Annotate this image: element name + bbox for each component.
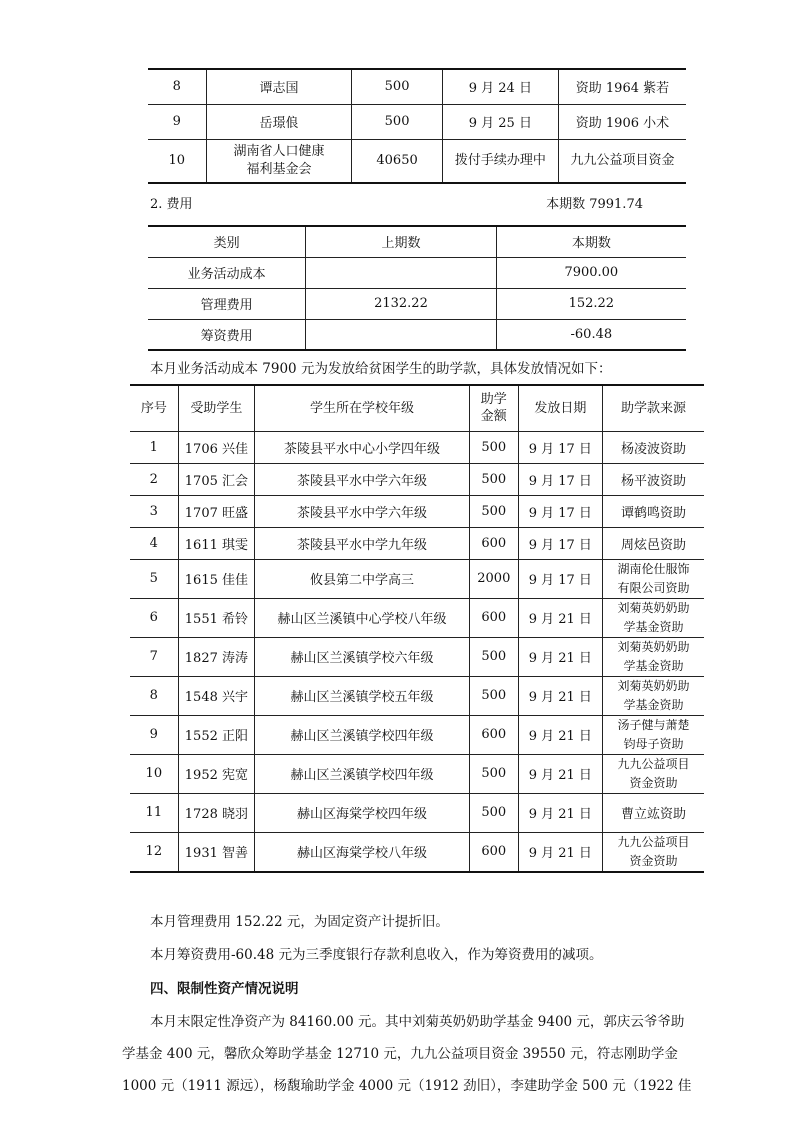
donation-date: 9 月 25 日 <box>442 104 558 139</box>
row-date: 9 月 21 日 <box>518 793 602 832</box>
row-no: 11 <box>130 793 178 832</box>
table-row <box>130 793 704 832</box>
row-source <box>602 715 704 754</box>
row-student: 1707 旺盛 <box>178 495 255 527</box>
table-row <box>130 495 704 527</box>
expense-current: 152.22 <box>496 288 686 319</box>
source-line: 钧母子资助 <box>623 736 684 751</box>
source-line: 有限公司资助 <box>617 580 690 595</box>
row-school: 茶陵县平水中学六年级 <box>255 463 470 495</box>
header-amount <box>469 385 518 431</box>
row-date: 9 月 17 日 <box>518 559 602 598</box>
header-category: 类别 <box>148 226 306 257</box>
row-source <box>602 559 704 598</box>
table-row <box>130 431 704 463</box>
row-amount: 500 <box>469 754 518 793</box>
donation-date: 9 月 24 日 <box>442 69 558 104</box>
donation-no: 8 <box>148 69 206 104</box>
row-source: 杨平波资助 <box>602 463 704 495</box>
source-line: 汤子健与萧楚 <box>617 717 690 732</box>
row-source: 曹立竑资助 <box>602 793 704 832</box>
row-no: 7 <box>130 637 178 676</box>
row-amount: 600 <box>469 598 518 637</box>
table-row <box>130 559 704 598</box>
restricted-assets-paragraph: 本月末限定性净资产为 84160.00 元。其中刘菊英奶奶助学基金 9400 元，郭庆云爷爷助学基金 400 元，馨欣众筹助学基金 12710 元，九九公益项目资金 39550 元，符志刚助学金 1000 元（1911 源远），杨馥瑜助学金 4000 元（1912 劲旧），李建助学金 500 元（1922 佳 <box>122 1014 692 1094</box>
section-four-heading: 四、限制性资产情况说明 <box>150 981 299 997</box>
row-no: 5 <box>130 559 178 598</box>
row-source: 谭鹤鸣资助 <box>602 495 704 527</box>
row-school: 赫山区兰溪镇学校四年级 <box>255 715 470 754</box>
source-line: 九九公益项目 <box>617 756 690 771</box>
row-no: 1 <box>130 431 178 463</box>
source-line: 资金资助 <box>629 853 678 868</box>
source-line: 学基金资助 <box>623 658 684 673</box>
row-date: 9 月 21 日 <box>518 715 602 754</box>
row-date: 9 月 17 日 <box>518 463 602 495</box>
header-previous: 上期数 <box>306 226 496 257</box>
donation-donor <box>206 139 352 183</box>
row-no: 3 <box>130 495 178 527</box>
row-source <box>602 754 704 793</box>
row-student: 1548 兴宇 <box>178 676 255 715</box>
row-date: 9 月 17 日 <box>518 527 602 559</box>
row-student: 1552 正阳 <box>178 715 255 754</box>
row-source <box>602 676 704 715</box>
row-school: 赫山区海棠学校四年级 <box>255 793 470 832</box>
donation-amount: 40650 <box>352 139 443 183</box>
row-student: 1706 兴佳 <box>178 431 255 463</box>
donation-donor: 谭志国 <box>206 69 352 104</box>
table-row <box>148 257 686 288</box>
row-school: 赫山区海棠学校八年级 <box>255 832 470 872</box>
row-school: 茶陵县平水中心小学四年级 <box>255 431 470 463</box>
expenses-section-label: 2. 费用 <box>150 197 193 212</box>
scholarship-table <box>130 384 704 873</box>
table-row <box>148 288 686 319</box>
row-student: 1931 智善 <box>178 832 255 872</box>
header-current: 本期数 <box>496 226 686 257</box>
row-no: 4 <box>130 527 178 559</box>
source-line: 学基金资助 <box>623 697 684 712</box>
table-row <box>130 832 704 872</box>
source-line: 刘菊英奶奶助 <box>617 678 690 693</box>
table-row <box>130 715 704 754</box>
expense-category: 业务活动成本 <box>148 257 306 288</box>
row-student: 1611 琪雯 <box>178 527 255 559</box>
donation-no: 9 <box>148 104 206 139</box>
expenses-current-total: 本期数 7991.74 <box>546 197 643 212</box>
row-source: 杨凌波资助 <box>602 431 704 463</box>
expenses-table <box>148 225 686 351</box>
source-line: 资金资助 <box>629 775 678 790</box>
row-amount: 600 <box>469 715 518 754</box>
row-source <box>602 832 704 872</box>
business-cost-paragraph: 本月业务活动成本 7900 元为发放给贫困学生的助学款，具体发放情况如下： <box>150 361 612 377</box>
row-amount: 500 <box>469 793 518 832</box>
expense-category: 筹资费用 <box>148 319 306 350</box>
row-school: 茶陵县平水中学六年级 <box>255 495 470 527</box>
header-no: 序号 <box>130 385 178 431</box>
source-line: 刘菊英奶奶助 <box>617 639 690 654</box>
row-student: 1728 晓羽 <box>178 793 255 832</box>
donation-note: 资助 1906 小术 <box>558 104 686 139</box>
row-source <box>602 637 704 676</box>
source-line: 湖南伦仕服饰 <box>617 561 690 576</box>
row-amount: 600 <box>469 832 518 872</box>
row-school: 赫山区兰溪镇学校六年级 <box>255 637 470 676</box>
row-date: 9 月 17 日 <box>518 495 602 527</box>
row-no: 12 <box>130 832 178 872</box>
row-date: 9 月 21 日 <box>518 754 602 793</box>
table-row <box>148 69 686 104</box>
donor-line: 福利基金会 <box>246 161 312 177</box>
donation-date: 拨付手续办理中 <box>442 139 558 183</box>
row-student: 1551 希铃 <box>178 598 255 637</box>
row-no: 9 <box>130 715 178 754</box>
donation-amount: 500 <box>352 69 443 104</box>
header-source: 助学款来源 <box>602 385 704 431</box>
row-no: 6 <box>130 598 178 637</box>
row-no: 8 <box>130 676 178 715</box>
row-school: 茶陵县平水中学九年级 <box>255 527 470 559</box>
row-date: 9 月 17 日 <box>518 431 602 463</box>
table-row <box>130 463 704 495</box>
table-row <box>130 527 704 559</box>
row-student: 1615 佳佳 <box>178 559 255 598</box>
row-school: 赫山区兰溪镇学校五年级 <box>255 676 470 715</box>
table-header-row <box>148 226 686 257</box>
row-school: 攸县第二中学高三 <box>255 559 470 598</box>
fundraising-fee-paragraph: 本月筹资费用-60.48 元为三季度银行存款利息收入，作为筹资费用的减项。 <box>150 947 603 963</box>
row-no: 2 <box>130 463 178 495</box>
header-school: 学生所在学校年级 <box>255 385 470 431</box>
header-date: 发放日期 <box>518 385 602 431</box>
donor-line: 湖南省人口健康 <box>233 143 325 159</box>
row-date: 9 月 21 日 <box>518 598 602 637</box>
row-amount: 500 <box>469 495 518 527</box>
row-amount: 2000 <box>469 559 518 598</box>
donation-donor: 岳璟俍 <box>206 104 352 139</box>
row-amount: 500 <box>469 431 518 463</box>
expense-previous <box>306 319 496 350</box>
row-source: 周炫邑资助 <box>602 527 704 559</box>
row-date: 9 月 21 日 <box>518 832 602 872</box>
row-amount: 500 <box>469 676 518 715</box>
row-student: 1705 汇会 <box>178 463 255 495</box>
header-amount-line: 金额 <box>480 409 507 425</box>
row-student: 1952 宪宽 <box>178 754 255 793</box>
donation-note: 九九公益项目资金 <box>558 139 686 183</box>
table-row <box>148 139 686 183</box>
row-date: 9 月 21 日 <box>518 637 602 676</box>
table-row <box>148 319 686 350</box>
management-fee-paragraph: 本月管理费用 152.22 元，为固定资产计提折旧。 <box>150 914 449 930</box>
row-amount: 500 <box>469 637 518 676</box>
table-row <box>130 598 704 637</box>
source-line: 学基金资助 <box>623 619 684 634</box>
donation-note: 资助 1964 紫若 <box>558 69 686 104</box>
table-header-row <box>130 385 704 431</box>
table-row <box>148 104 686 139</box>
table-row <box>130 676 704 715</box>
row-amount: 500 <box>469 463 518 495</box>
row-source <box>602 598 704 637</box>
expense-current: 7900.00 <box>496 257 686 288</box>
source-line: 九九公益项目 <box>617 834 690 849</box>
donations-table <box>148 68 686 184</box>
table-row <box>130 754 704 793</box>
row-no: 10 <box>130 754 178 793</box>
header-student: 受助学生 <box>178 385 255 431</box>
row-amount: 600 <box>469 527 518 559</box>
expense-previous <box>306 257 496 288</box>
expense-category: 管理费用 <box>148 288 306 319</box>
header-amount-line: 助学 <box>480 392 507 408</box>
donation-amount: 500 <box>352 104 443 139</box>
row-school: 赫山区兰溪镇中心学校八年级 <box>255 598 470 637</box>
expense-previous: 2132.22 <box>306 288 496 319</box>
row-date: 9 月 21 日 <box>518 676 602 715</box>
source-line: 刘菊英奶奶助 <box>617 600 690 615</box>
row-school: 赫山区兰溪镇学校四年级 <box>255 754 470 793</box>
donation-no: 10 <box>148 139 206 183</box>
row-student: 1827 涛涛 <box>178 637 255 676</box>
expense-current: -60.48 <box>496 319 686 350</box>
table-row <box>130 637 704 676</box>
